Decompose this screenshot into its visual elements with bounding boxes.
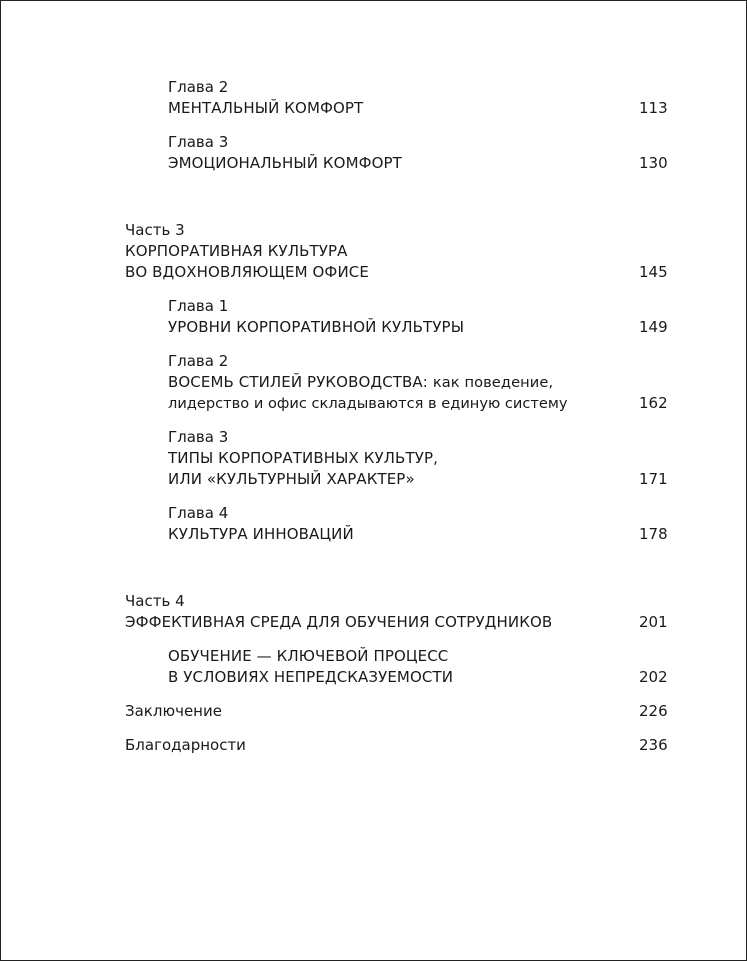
- toc-chapter-title: КУЛЬТУРА ИННОВАЦИЙ: [168, 525, 354, 543]
- toc-page-number: 201: [639, 613, 668, 631]
- toc-page-number: 226: [639, 702, 668, 720]
- toc-chapter-title: УРОВНИ КОРПОРАТИВНОЙ КУЛЬТУРЫ: [168, 318, 465, 336]
- toc-chapter-title-tail: как поведение,: [432, 374, 554, 391]
- toc-chapter-label: Глава 2: [168, 78, 229, 96]
- toc-conclusion-title: Заключение: [125, 702, 222, 720]
- toc-chapter-subtitle: лидерство и офис складываются в единую систему: [168, 395, 568, 412]
- toc-chapter-title: [168, 372, 553, 393]
- toc-page-number: 202: [639, 668, 668, 686]
- toc-part-label: Часть 3: [125, 221, 185, 239]
- toc-chapter-label: Глава 1: [168, 297, 229, 315]
- toc-page-number: 145: [639, 263, 668, 281]
- toc-page-number: 162: [639, 394, 668, 412]
- toc-chapter-label: Глава 2: [168, 352, 229, 370]
- toc-chapter-title: ТИПЫ КОРПОРАТИВНЫХ КУЛЬТУР,: [168, 449, 438, 467]
- toc-page-number: 130: [639, 154, 668, 172]
- toc-chapter-title: ОБУЧЕНИЕ — КЛЮЧЕВОЙ ПРОЦЕСС: [168, 647, 449, 665]
- toc-page-number: 178: [639, 525, 668, 543]
- toc-page-number: 171: [639, 470, 668, 488]
- toc-part-label: Часть 4: [125, 592, 185, 610]
- toc-page-number: 113: [639, 99, 668, 117]
- toc-acknowledgements-title: Благодарности: [125, 736, 246, 754]
- toc-part-title: ВО ВДОХНОВЛЯЮЩЕМ ОФИСЕ: [125, 263, 369, 281]
- toc-chapter-label: Глава 4: [168, 504, 229, 522]
- toc-chapter-label: Глава 3: [168, 428, 229, 446]
- toc-chapter-title-caps: ВОСЕМЬ СТИЛЕЙ РУКОВОДСТВА:: [168, 373, 428, 391]
- toc-chapter-title: МЕНТАЛЬНЫЙ КОМФОРТ: [168, 99, 364, 117]
- toc-chapter-title: ЭМОЦИОНАЛЬНЫЙ КОМФОРТ: [168, 154, 402, 172]
- toc-chapter-title: ИЛИ «КУЛЬТУРНЫЙ ХАРАКТЕР»: [168, 470, 415, 488]
- toc-page-number: 236: [639, 736, 668, 754]
- toc-part-title: ЭФФЕКТИВНАЯ СРЕДА ДЛЯ ОБУЧЕНИЯ СОТРУДНИКОВ: [125, 613, 553, 631]
- toc-chapter-title: В УСЛОВИЯХ НЕПРЕДСКАЗУЕМОСТИ: [168, 668, 454, 686]
- toc-page-number: 149: [639, 318, 668, 336]
- toc-chapter-label: Глава 3: [168, 133, 229, 151]
- toc-part-title: КОРПОРАТИВНАЯ КУЛЬТУРА: [125, 242, 348, 260]
